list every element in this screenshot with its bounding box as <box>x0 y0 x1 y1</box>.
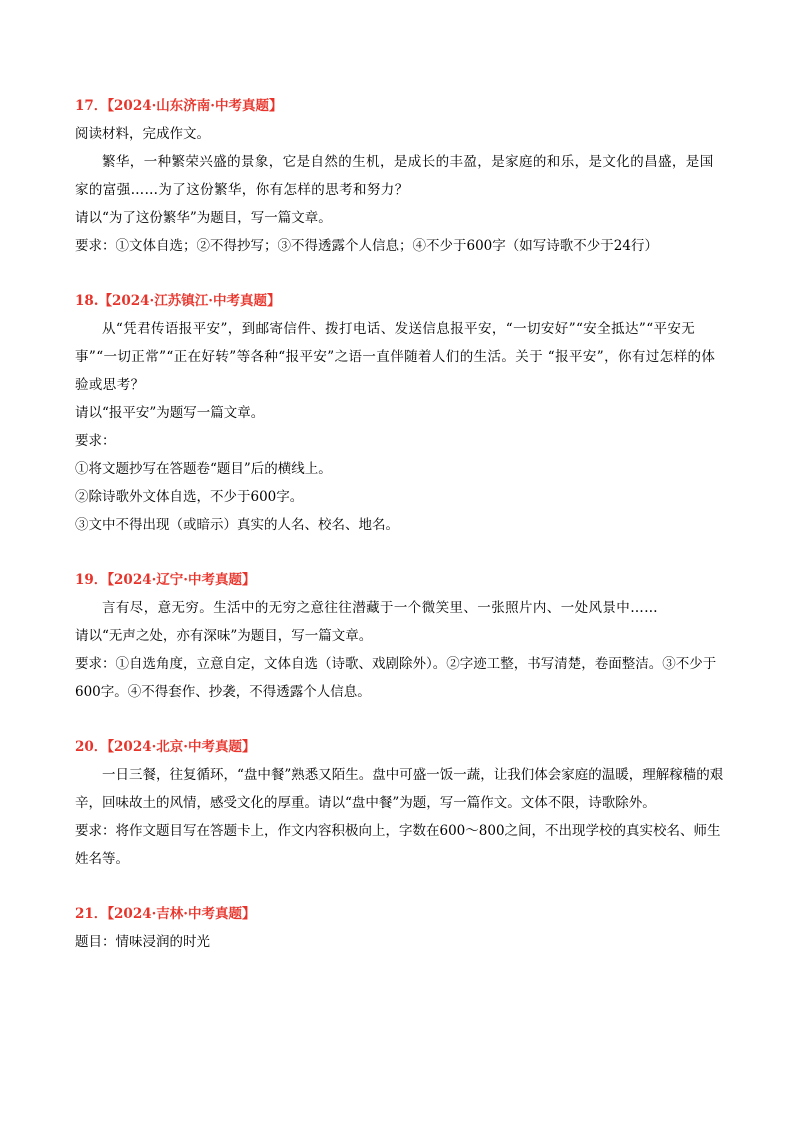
material-text: 一日三餐，往复循环，“盘中餐”熟悉又陌生。盘中可盛一饭一蔬，让我们体会家庭的温暖，理解稼穑的艰辛，回味故土的风情，感受文化的厚重。请以“盘中餐”为题，写一篇作文。文体不限，诗歌除外。 <box>75 767 724 811</box>
question-header: 21．【2024·吉林·中考真题】 <box>75 906 256 922</box>
material-text: 从“凭君传语报平安”，到邮寄信件、拨打电话、发送信息报平安，“一切安好”“安全抵达”“平安无事”“一切正常”“正在好转”等各种“报平安”之语一直伴随着人们的生活。关于 “报平安”，你有过怎样的体验或思考？ <box>75 321 716 393</box>
essay-title-text: 题目：情味浸润的时光 <box>75 934 210 950</box>
document-page <box>75 95 725 986</box>
question-20 <box>75 736 725 873</box>
requirements-text: 要求：①自选角度，立意自定，文体自选（诗歌、戏剧除外）。②字迹工整，书写清楚，卷面整洁。③不少于600字。④不得套作、抄袭，不得透露个人信息。 <box>75 656 717 700</box>
question-header: 19．【2024·辽宁·中考真题】 <box>75 572 256 588</box>
requirement-item: ②除诗歌外文体自选，不少于600字。 <box>75 489 304 505</box>
requirements-text: 要求：将作文题目写在答题卡上，作文内容积极向上，字数在600～800之间，不出现学校的真实校名、师生姓名等。 <box>75 823 721 867</box>
prompt-text: 请以“报平安”为题写一篇文章。 <box>75 405 265 421</box>
question-header: 18.【2024·江苏镇江·中考真题】 <box>75 293 281 309</box>
prompt-text: 请以“为了这份繁华”为题目，写一篇文章。 <box>75 210 332 226</box>
material-text: 繁华，一种繁荣兴盛的景象，它是自然的生机，是成长的丰盈，是家庭的和乐，是文化的昌盛，是国家的富强……为了这份繁华，你有怎样的思考和努力？ <box>75 154 714 198</box>
prompt-text: 请以“无声之处，亦有深味”为题目，写一篇文章。 <box>75 628 373 644</box>
requirements-label: 要求： <box>75 433 116 449</box>
requirements-text: 要求：①文体自选；②不得抄写；③不得透露个人信息；④不少于600字（如写诗歌不少于24行） <box>75 238 658 254</box>
requirement-item: ①将文题抄写在答题卷“题目”后的横线上。 <box>75 461 332 477</box>
question-17 <box>75 95 725 260</box>
question-21 <box>75 903 725 956</box>
question-header: 17．【2024·山东济南·中考真题】 <box>75 98 283 114</box>
material-text: 言有尽，意无穷。生活中的无穷之意往往潜藏于一个微笑里、一张照片内、一处风景中…… <box>102 600 658 616</box>
instruction-text: 阅读材料，完成作文。 <box>75 126 210 142</box>
question-19 <box>75 569 725 706</box>
question-18 <box>75 290 725 539</box>
requirement-item: ③文中不得出现（或暗示）真实的人名、校名、地名。 <box>75 517 399 533</box>
question-header: 20．【2024·北京·中考真题】 <box>75 739 256 755</box>
